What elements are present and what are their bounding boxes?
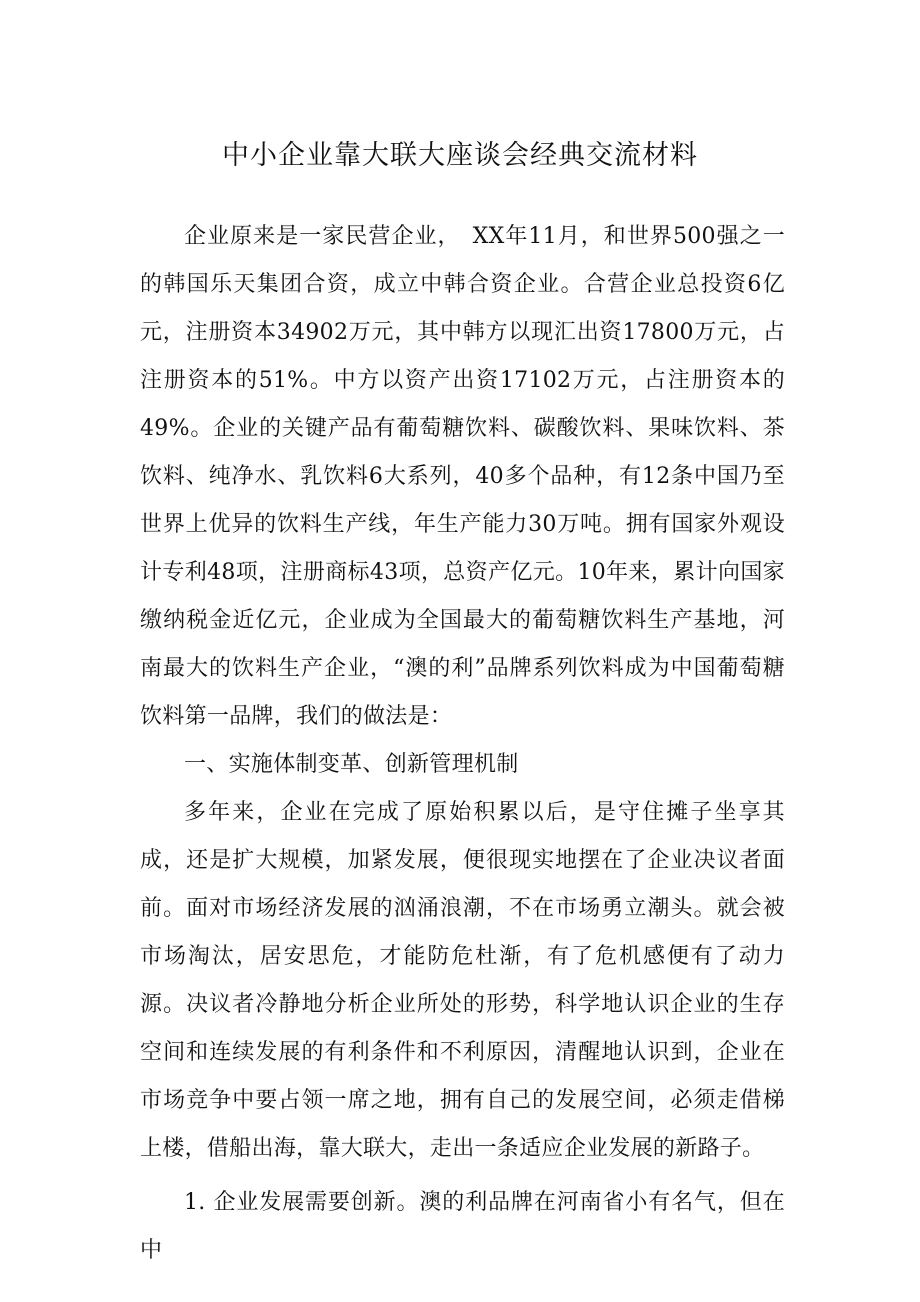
paragraph-company-overview: 企业原来是一家民营企业， XX年11月，和世界500强之一的韩国乐天集团合资，成立中韩合资企业。合营企业总投资6亿元，注册资本34902万元，其中韩方以现汇出资17800万元，占注册资本的51%。中方以资产出资17102万元，占注册资本的49%。企业的关键产品有葡萄糖饮料、碳酸饮料、果味饮料、茶饮料、纯净水、乳饮料6大系列，40多个品种，有12条中国乃至世界上优异的饮料生产线，年生产能力30万吨。拥有国家外观设计专利48项，注册商标43项，总资产亿元。10年来，累计向国家缴纳税金近亿元，企业成为全国最大的葡萄糖饮料生产基地，河南最大的饮料生产企业，“澳的利”品牌系列饮料成为中国葡萄糖饮料第一品牌，我们的做法是： xyxy=(140,224,785,729)
document-body xyxy=(140,213,785,1275)
document-title: 中小企业靠大联大座谈会经典交流材料 xyxy=(222,140,698,172)
paragraph-development-strategy: 多年来，企业在完成了原始积累以后，是守住摊子坐享其成，还是扩大规模，加紧发展，便很现实地摆在了企业决议者面前。面对市场经济发展的汹涌浪潮，不在市场勇立潮头。就会被市场淘汰，居安思危，才能防危杜渐，有了危机感便有了动力源。决议者冷静地分析企业所处的形势，科学地认识企业的生存空间和连续发展的有利条件和不利原因，清醒地认识到，企业在市场竞争中要占领一席之地，拥有自己的发展空间，必须走借梯上楼，借船出海，靠大联大，走出一条适应企业发展的新路子。 xyxy=(140,800,785,1161)
section-heading-reform: 一、实施体制变革、创新管理机制 xyxy=(184,752,519,777)
paragraph-innovation-point: 1. 企业发展需要创新。澳的利品牌在河南省小有名气，但在中 xyxy=(140,1190,785,1263)
